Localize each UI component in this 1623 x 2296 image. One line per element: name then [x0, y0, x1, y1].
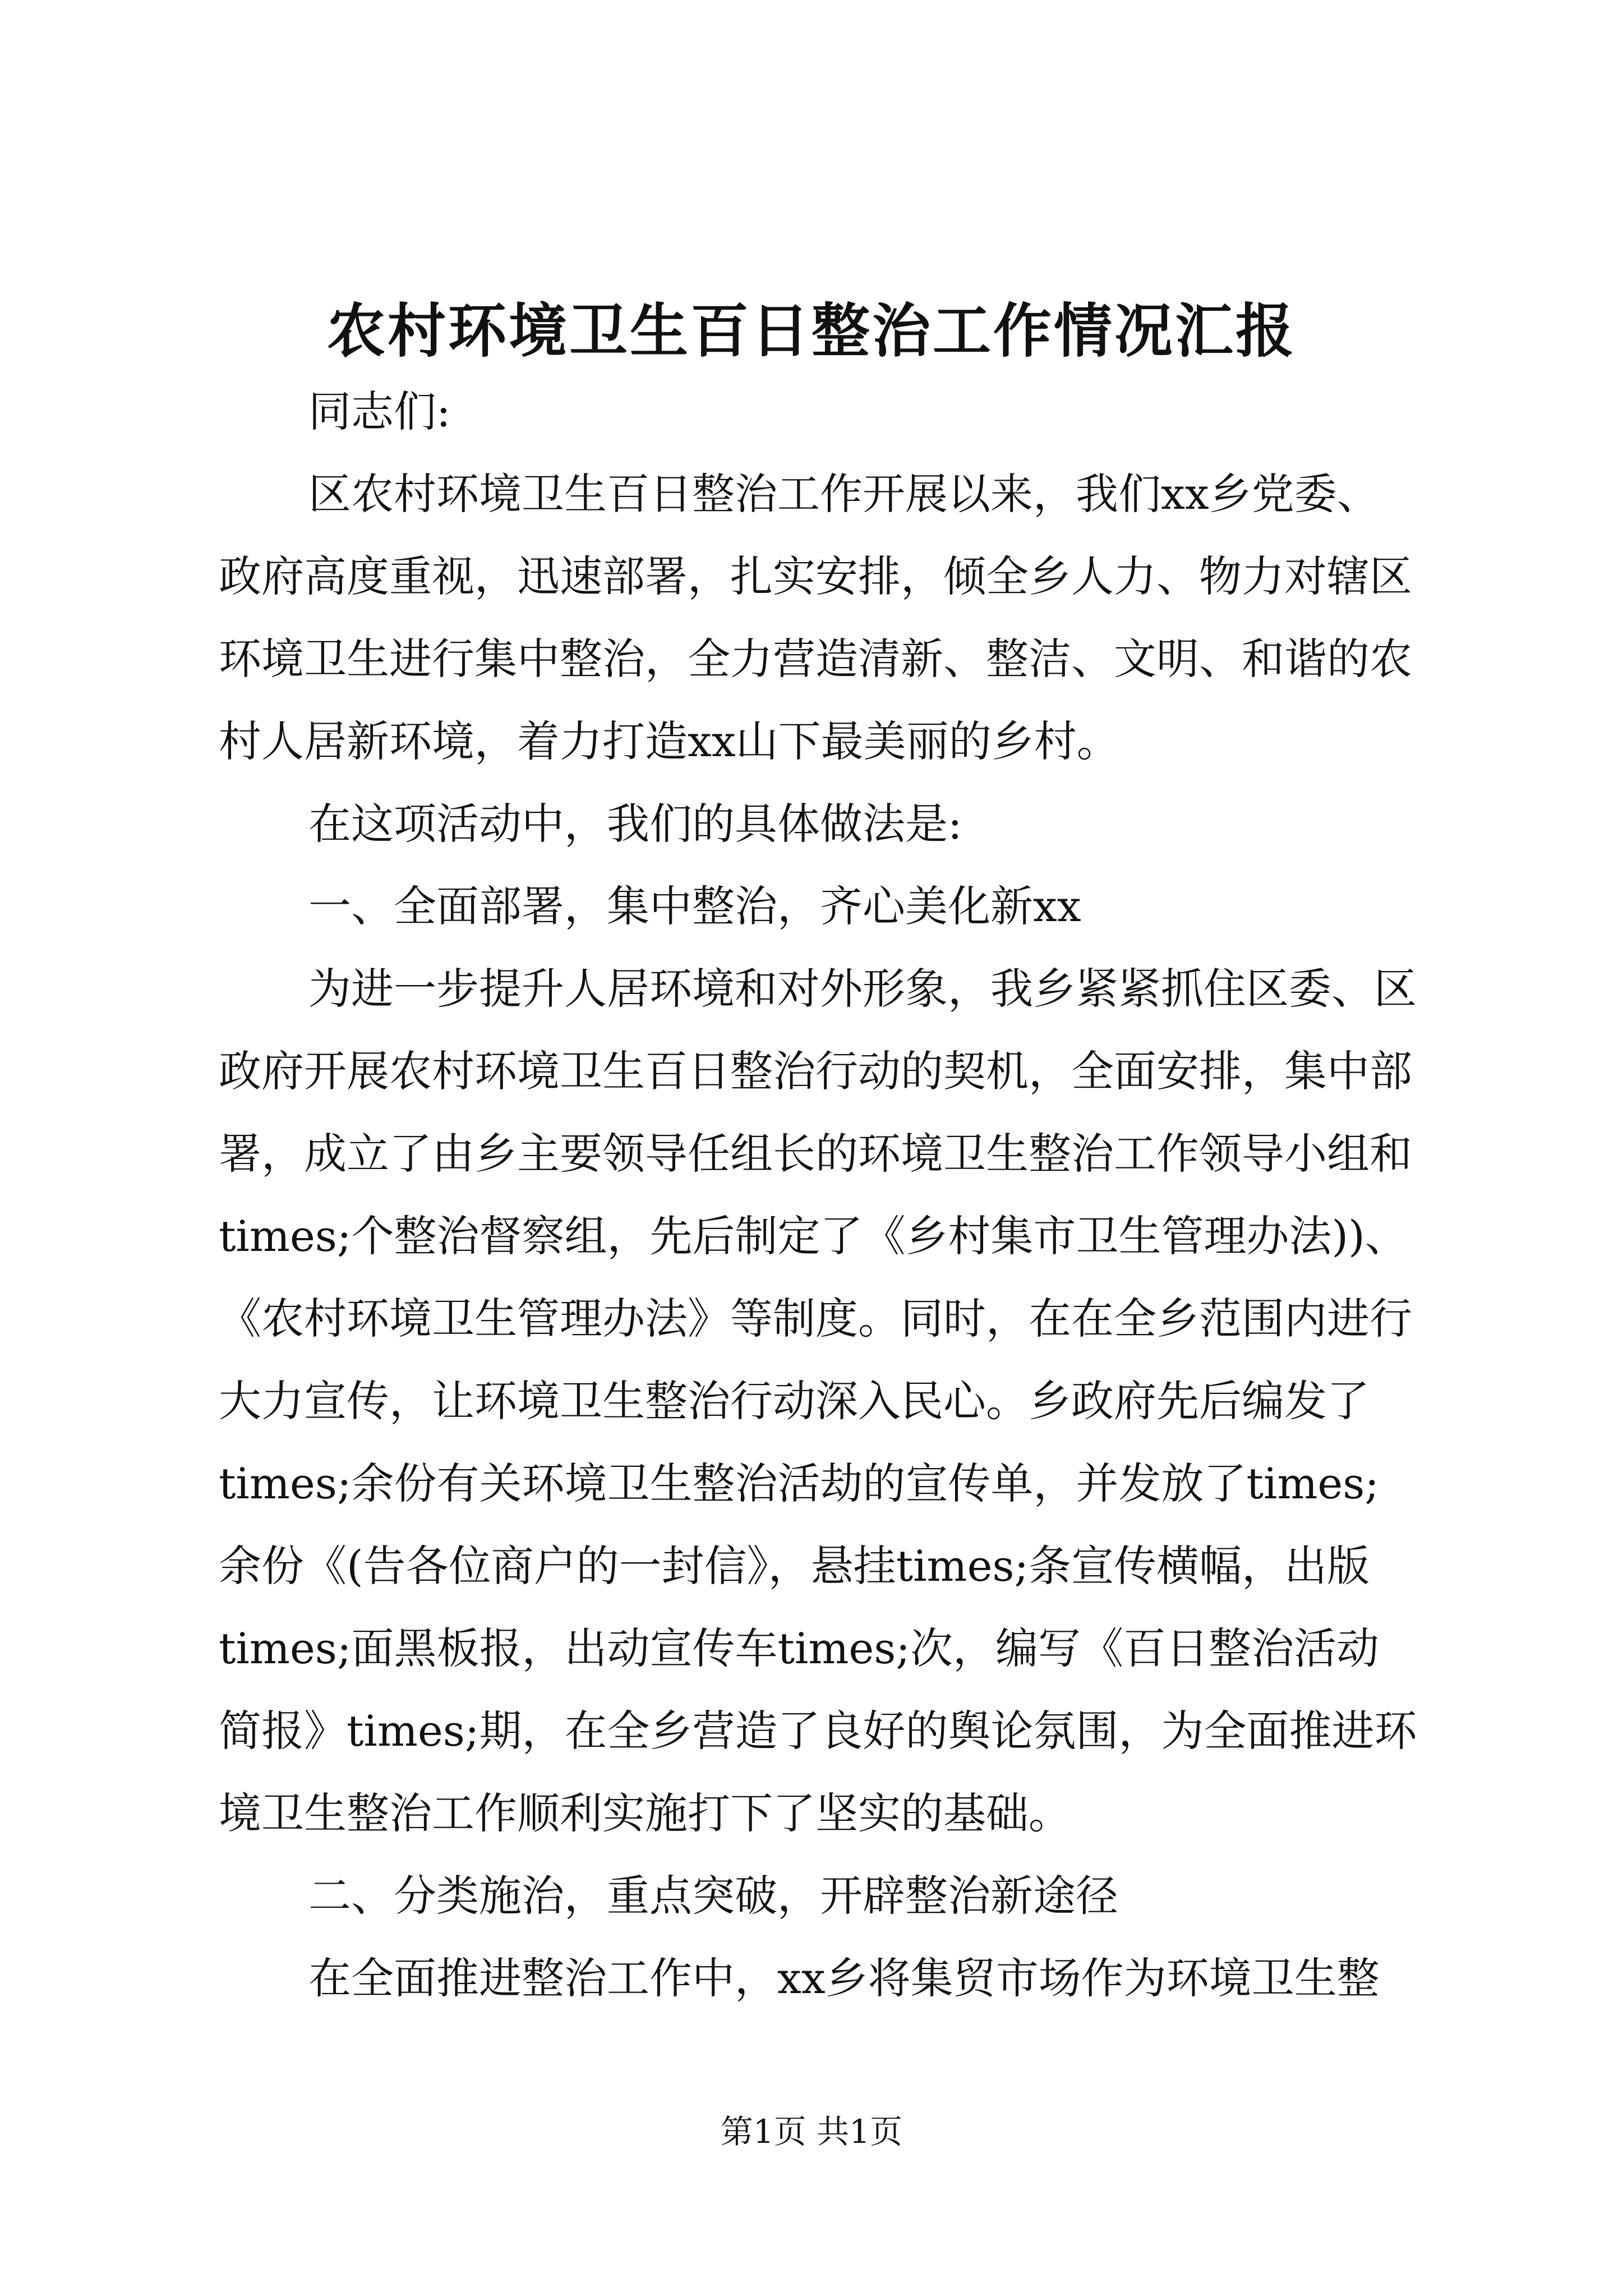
paragraph-line: 在全面推进整治工作中，xx乡将集贸市场作为环境卫生整	[308, 1953, 1380, 2003]
paragraph-line: 区农村环境卫生百日整治工作开展以来，我们xx乡党委、	[308, 469, 1380, 519]
paragraph-line: 政府高度重视，迅速部署，扎实安排，倾全乡人力、物力对辖区	[219, 551, 1412, 601]
page-footer: 第1页 共1页	[720, 2113, 903, 2151]
paragraph-line: times;余份有关环境卫生整治活劫的宣传单，并发放了times;	[219, 1458, 1379, 1508]
paragraph-line: 村人居新环境，着力打造xx山下最美丽的乡村。	[219, 716, 1119, 766]
paragraph-line: 《农村环境卫生管理办法》等制度。同时，在在全乡范围内进行	[219, 1294, 1412, 1343]
document-body	[219, 370, 1424, 2019]
paragraph-line: times;个整治督察组，先后制定了《乡村集市卫生管理办法))、	[219, 1211, 1408, 1261]
paragraph-line: 署，成立了由乡主要领导任组长的环境卫生整治工作领导小组和	[219, 1129, 1412, 1179]
paragraph-line: 环境卫生进行集中整治，全力营造清新、整洁、文明、和谐的农	[219, 634, 1412, 684]
paragraph-line: 简报》times;期，在全乡营造了良好的舆论氛围，为全面推进环	[219, 1706, 1417, 1756]
paragraph-line: times;面黑板报，出动宣传车times;次，编写《百日整治活动	[219, 1623, 1379, 1673]
paragraph-line: 余份《(告各位商户的一封信》，悬挂times;条宣传横幅，出版	[219, 1541, 1370, 1591]
paragraph-line: 境卫生整治工作顺利实施打下了坚实的基础。	[219, 1788, 1071, 1838]
section-heading: 二、分类施治，重点突破，开辟整治新途径	[308, 1871, 1118, 1921]
paragraph-line: 在这项活动中，我们的具体做法是:	[308, 799, 962, 849]
paragraph-line: 大力宣传，让环境卫生整治行动深入民心。乡政府先后编发了	[219, 1376, 1370, 1426]
section-heading: 一、全面部署，集中整治，齐心美化新xx	[308, 881, 1081, 931]
paragraph-line: 政府开展农村环境卫生百日整治行动的契机，全面安排，集中部	[219, 1046, 1412, 1096]
document-title: 农村环境卫生百日整治工作情况汇报	[326, 296, 1296, 365]
paragraph-line: 为进一步提升人居环境和对外形象，我乡紧紧抓住区委、区	[308, 964, 1417, 1014]
salutation-line: 同志们:	[308, 386, 451, 436]
